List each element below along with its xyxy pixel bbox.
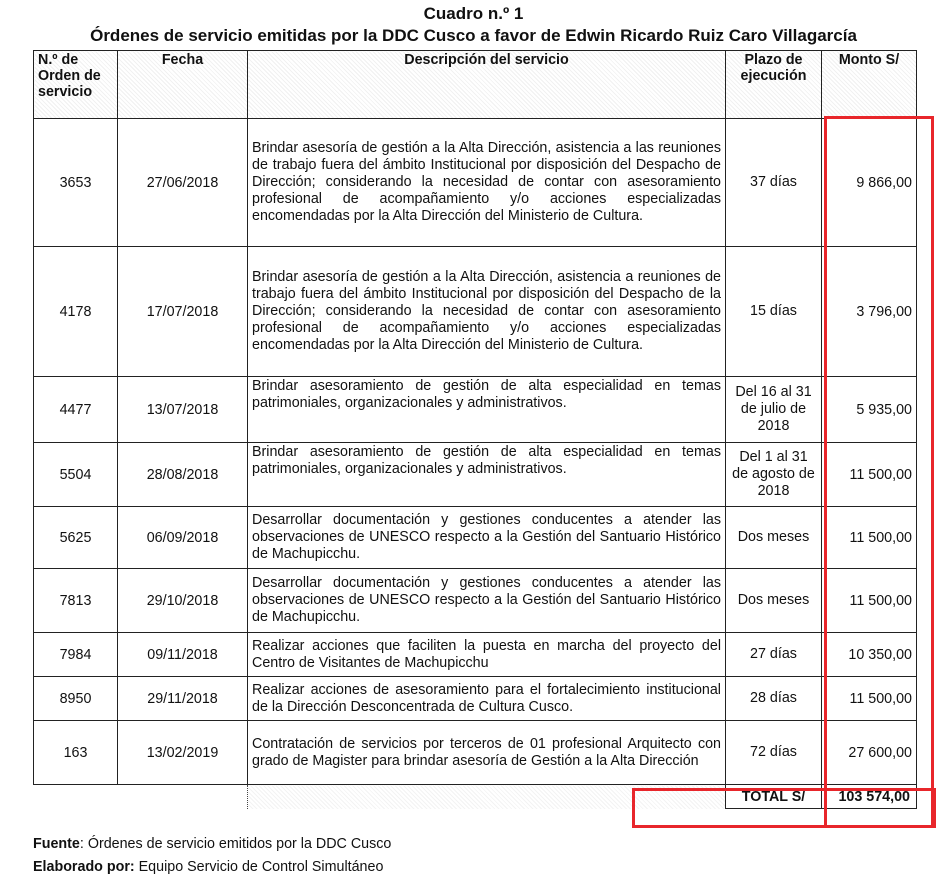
cell-orden: 7813 [34, 569, 118, 633]
table-row [34, 569, 917, 633]
cell-monto: 27 600,00 [822, 721, 917, 785]
cell-descripcion: Desarrollar documentación y gestiones conducentes a atender las observaciones de UNESCO respecto a la Gestión del Santuario Histórico de Machupicchu. [248, 507, 726, 569]
cell-fecha: 13/07/2018 [118, 377, 248, 443]
cell-orden: 5504 [34, 443, 118, 507]
table-caption-title: Órdenes de servicio emitidas por la DDC Cusco a favor de Edwin Ricardo Ruiz Caro Villagarcía [90, 26, 857, 45]
cell-monto: 3 796,00 [822, 247, 917, 377]
cell-monto: 11 500,00 [822, 677, 917, 721]
header-monto: Monto S/ [822, 51, 917, 119]
cell-orden: 163 [34, 721, 118, 785]
cell-orden: 3653 [34, 119, 118, 247]
table-row [34, 721, 917, 785]
table-row [34, 633, 917, 677]
cell-descripcion: Realizar acciones de asesoramiento para el fortalecimiento institucional de la Dirección Desconcentrada de Cultura Cusco. [248, 677, 726, 721]
cell-monto: 9 866,00 [822, 119, 917, 247]
table-row [34, 377, 917, 443]
cell-plazo: Dos meses [726, 569, 822, 633]
elaborado-text: Equipo Servicio de Control Simultáneo [134, 859, 384, 875]
header-plazo: Plazo de ejecución [726, 51, 822, 119]
cell-fecha: 13/02/2019 [118, 721, 248, 785]
table-row [34, 119, 917, 247]
total-blank-orden [34, 785, 118, 809]
total-value: 103 574,00 [822, 785, 917, 809]
cell-plazo: 28 días [726, 677, 822, 721]
cell-descripcion: Desarrollar documentación y gestiones conducentes a atender las observaciones de UNESCO respecto a la Gestión del Santuario Histórico de Machupicchu. [248, 569, 726, 633]
cell-fecha: 06/09/2018 [118, 507, 248, 569]
total-blank-descripcion [248, 785, 726, 809]
cell-monto: 11 500,00 [822, 507, 917, 569]
cell-fecha: 17/07/2018 [118, 247, 248, 377]
table-row [34, 247, 917, 377]
cell-plazo: Dos meses [726, 507, 822, 569]
total-row [34, 785, 917, 809]
cell-plazo: 37 días [726, 119, 822, 247]
cell-descripcion: Contratación de servicios por terceros de 01 profesional Arquitecto con grado de Magister para brindar asesoría de Gestión a la Alta Dirección [248, 721, 726, 785]
cell-fecha: 29/10/2018 [118, 569, 248, 633]
cell-orden: 4178 [34, 247, 118, 377]
cell-fecha: 28/08/2018 [118, 443, 248, 507]
header-fecha: Fecha [118, 51, 248, 119]
cell-descripcion: Brindar asesoría de gestión a la Alta Dirección, asistencia a reuniones de trabajo fuera del ámbito Institucional por disposición del Despacho de la Dirección; considerando la necesidad de contar con asesoramiento profesional de acompañamiento y/o acciones especializadas encomendadas por la Alta Dirección del Ministerio de Cultura. [248, 247, 726, 377]
cell-monto: 11 500,00 [822, 569, 917, 633]
cell-fecha: 09/11/2018 [118, 633, 248, 677]
cell-orden: 8950 [34, 677, 118, 721]
cell-descripcion: Brindar asesoramiento de gestión de alta especialidad en temas patrimoniales, organizacionales y administrativos. [248, 443, 726, 507]
cell-fecha: 27/06/2018 [118, 119, 248, 247]
fuente-label: Fuente [33, 836, 80, 852]
total-label: TOTAL S/ [726, 785, 822, 809]
table-header-row [34, 51, 917, 119]
cell-monto: 10 350,00 [822, 633, 917, 677]
table-row [34, 677, 917, 721]
cell-descripcion: Realizar acciones que faciliten la puesta en marcha del proyecto del Centro de Visitantes de Machupicchu [248, 633, 726, 677]
table-row [34, 443, 917, 507]
cell-orden: 7984 [34, 633, 118, 677]
cell-plazo: 27 días [726, 633, 822, 677]
cell-descripcion: Brindar asesoría de gestión a la Alta Dirección, asistencia a las reuniones de trabajo fuera del ámbito Institucional por disposición del Despacho de Dirección; considerando la necesidad de contar con asesoramiento profesional de acompañamiento y/o acciones especializadas encomendadas por la Alta Dirección del Ministerio de Cultura. [248, 119, 726, 247]
elaborado-label: Elaborado por: [33, 859, 135, 875]
cell-plazo: 72 días [726, 721, 822, 785]
cell-orden: 5625 [34, 507, 118, 569]
service-orders-table [33, 50, 917, 809]
cell-monto: 5 935,00 [822, 377, 917, 443]
cell-plazo: Del 1 al 31 de agosto de 2018 [726, 443, 822, 507]
footnote-fuente [33, 836, 391, 852]
table-caption-number: Cuadro n.º 1 [423, 4, 524, 23]
header-orden: N.º de Orden de servicio [34, 51, 118, 119]
table-row [34, 507, 917, 569]
cell-plazo: 15 días [726, 247, 822, 377]
cell-descripcion: Brindar asesoramiento de gestión de alta especialidad en temas patrimoniales, organizacionales y administrativos. [248, 377, 726, 443]
fuente-text: : Órdenes de servicio emitidos por la DDC Cusco [79, 836, 392, 852]
footnote-elaborado [33, 859, 383, 875]
cell-monto: 11 500,00 [822, 443, 917, 507]
total-blank-fecha [118, 785, 248, 809]
cell-plazo: Del 16 al 31 de julio de 2018 [726, 377, 822, 443]
cell-orden: 4477 [34, 377, 118, 443]
cell-fecha: 29/11/2018 [118, 677, 248, 721]
header-descripcion: Descripción del servicio [248, 51, 726, 119]
